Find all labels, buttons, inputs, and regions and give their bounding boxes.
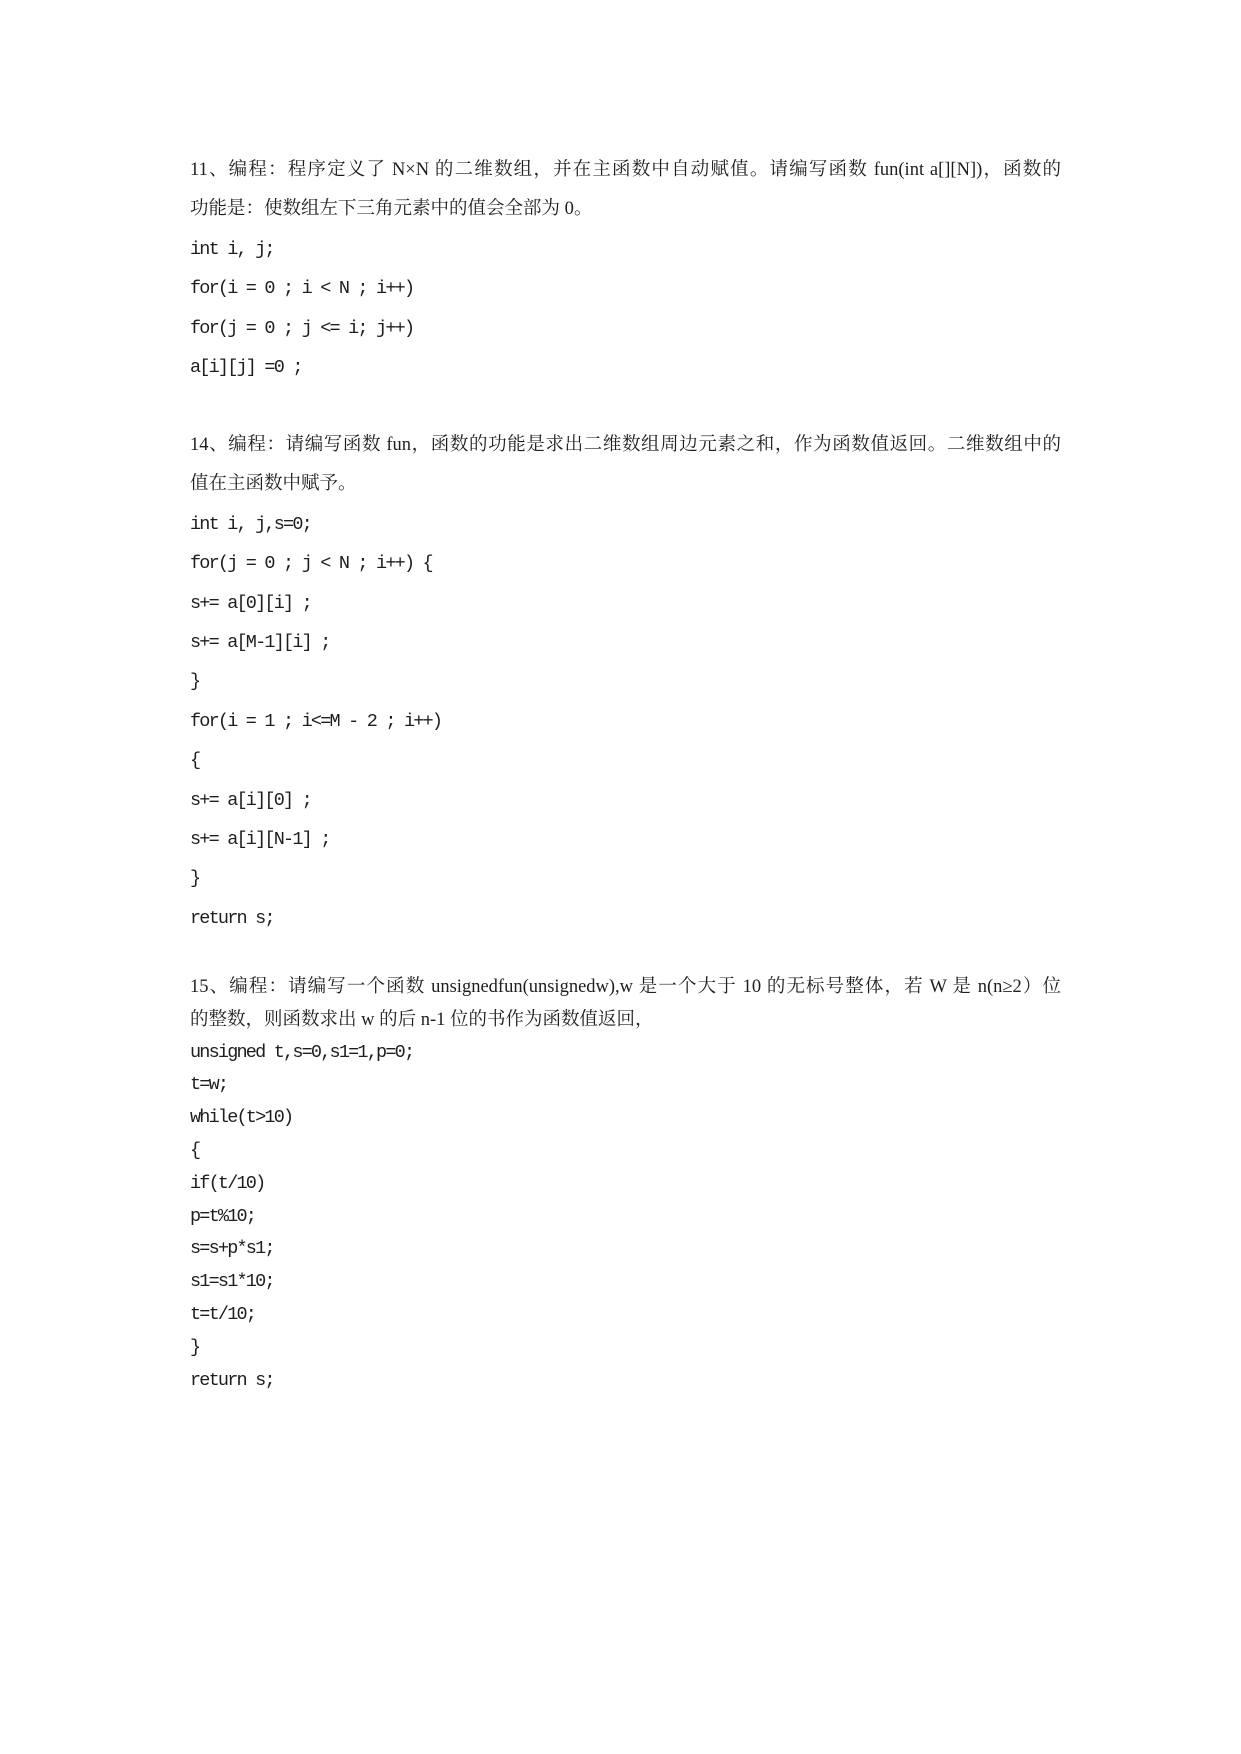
question-14-code-line: s+= a[M-1][i] ; bbox=[190, 631, 330, 653]
question-14-code-line: return s; bbox=[190, 907, 274, 929]
question-14-code-line: } bbox=[190, 671, 200, 693]
question-14-code-line: s+= a[i][N-1] ; bbox=[190, 828, 330, 850]
question-11-prompt-line: 功能是：使数组左下三角元素中的值会全部为 0。 bbox=[190, 199, 593, 220]
question-11-code-line: a[i][j] =0 ; bbox=[190, 356, 302, 378]
question-14-code-line: s+= a[i][0] ; bbox=[190, 789, 311, 811]
question-11-prompt-line: 11、编程：程序定义了 N×N 的二维数组，并在主函数中自动赋值。请编写函数 fun(int a[][N])，函数的 bbox=[190, 160, 1061, 180]
question-15-prompt-line: 15、编程：请编写一个函数 unsignedfun(unsignedw),w 是一个大于 10 的无标号整体，若 W 是 n(n≥2）位 bbox=[190, 977, 1061, 997]
question-15-code-line: t=w; bbox=[190, 1074, 228, 1096]
question-15 bbox=[190, 971, 1061, 1397]
question-15-code-line: s1=s1*10; bbox=[190, 1271, 274, 1293]
question-15-code-line: p=t%10; bbox=[190, 1205, 256, 1227]
question-14-code-line: s+= a[0][i] ; bbox=[190, 592, 311, 614]
question-15-prompt-line: 的整数，则函数求出 w 的后 n-1 位的书作为函数值返回， bbox=[190, 1009, 654, 1030]
question-14-code-line: for(j = 0 ; j < N ; i++) { bbox=[190, 553, 432, 575]
question-15-code-line: return s; bbox=[190, 1369, 274, 1391]
question-14-prompt-line: 14、编程：请编写函数 fun，函数的功能是求出二维数组周边元素之和，作为函数值返回。二维数组中的 bbox=[190, 435, 1061, 455]
question-11-code-line: int i, j; bbox=[190, 238, 274, 260]
question-11 bbox=[190, 151, 1061, 387]
question-11-code-line: for(j = 0 ; j <= i; j++) bbox=[190, 317, 414, 339]
question-15-code-line: { bbox=[190, 1139, 200, 1161]
question-15-code-line: s=s+p*s1; bbox=[190, 1238, 274, 1260]
question-11-code-line: for(i = 0 ; i < N ; i++) bbox=[190, 278, 414, 300]
question-15-code-line: unsigned t,s=0,s1=1,p=0; bbox=[190, 1041, 414, 1063]
question-14 bbox=[190, 426, 1061, 938]
question-15-code-line: if(t/10) bbox=[190, 1172, 265, 1194]
question-15-code-line: while(t>10) bbox=[190, 1107, 293, 1129]
question-14-code-line: { bbox=[190, 750, 200, 772]
question-14-prompt-line: 值在主函数中赋予。 bbox=[190, 474, 357, 495]
question-15-code-line: t=t/10; bbox=[190, 1303, 256, 1325]
question-14-code-line: int i, j,s=0; bbox=[190, 513, 311, 535]
question-14-code-line: for(i = 1 ; i<=M - 2 ; i++) bbox=[190, 710, 442, 732]
question-14-code-line: } bbox=[190, 868, 200, 890]
question-15-code-line: } bbox=[190, 1336, 200, 1358]
